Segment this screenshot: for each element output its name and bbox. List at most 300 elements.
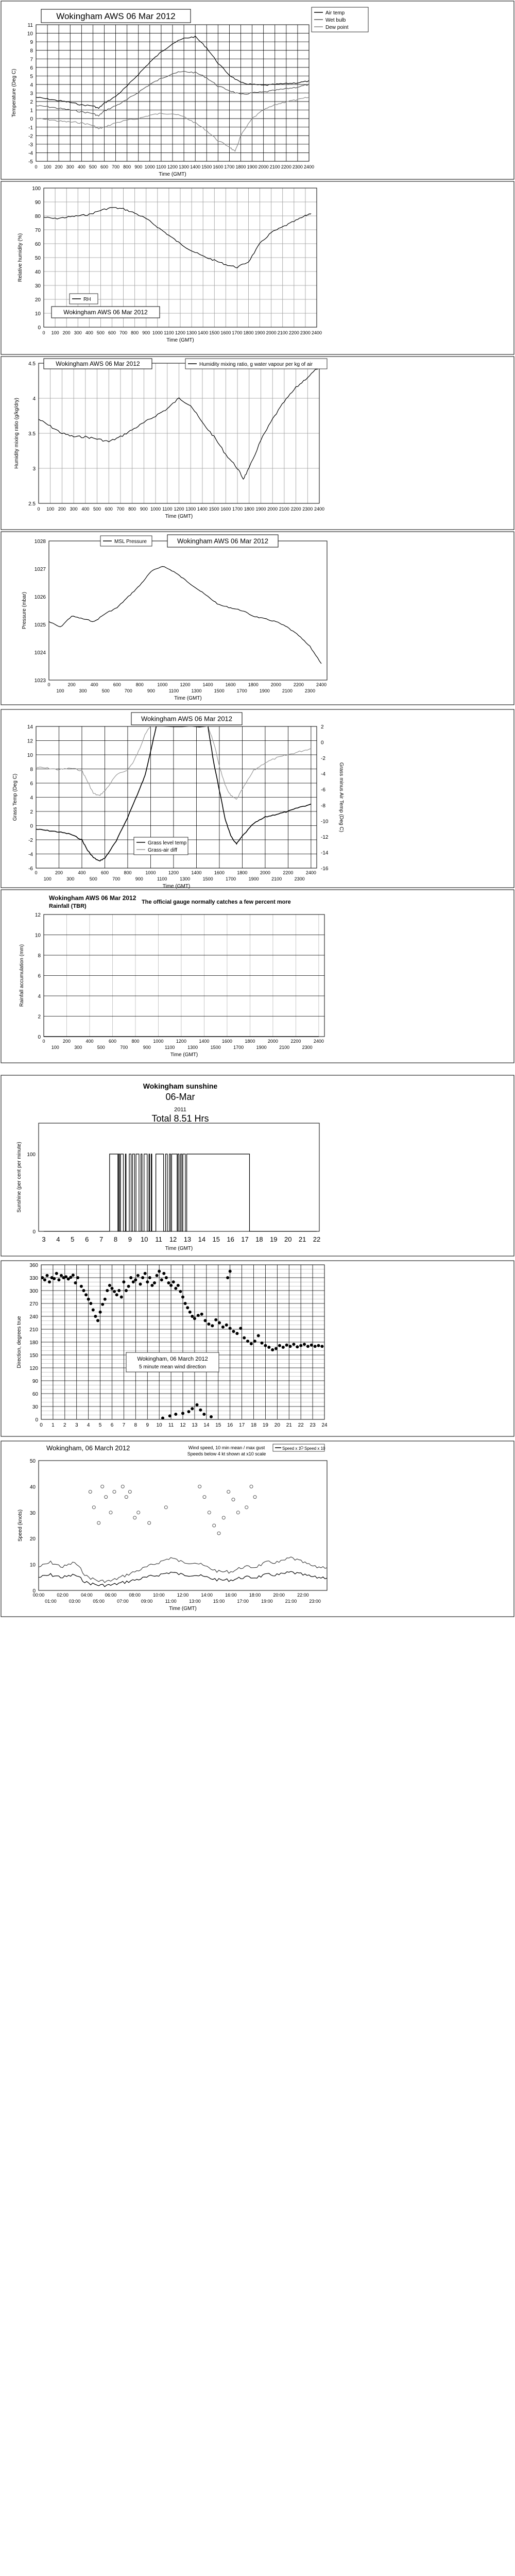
x-tick-label: 1300: [179, 164, 190, 170]
y-tick-label: 2: [321, 724, 324, 730]
x-tick-label: 10:00: [153, 1592, 165, 1598]
x-tick-label: 03:00: [68, 1599, 81, 1604]
y-tick-label: 360: [29, 1263, 38, 1268]
direction-point: [48, 1280, 51, 1283]
x-tick-label: 2000: [266, 330, 277, 335]
y-tick-label: 4: [30, 82, 33, 88]
x-tick-label: 15:00: [213, 1599, 225, 1604]
direction-point: [141, 1276, 144, 1279]
y-tick-label: 30: [32, 1404, 38, 1410]
y-tick-label: -12: [321, 834, 329, 840]
y-tick-label: -4: [28, 852, 33, 858]
x-tick-label: 300: [70, 506, 78, 512]
chart-title: Wokingham AWS 06 Mar 2012: [56, 360, 140, 368]
x-tick-label: 2400: [316, 682, 327, 687]
x-tick-label: 2400: [313, 1039, 324, 1044]
y-tick-label: 14: [27, 724, 33, 730]
y-tick-label: 1025: [34, 622, 46, 628]
y-tick-label: 100: [32, 186, 41, 192]
y-tick-label: 1: [30, 108, 33, 114]
y-tick-label: 9: [30, 40, 33, 46]
direction-point: [218, 1321, 221, 1325]
y-tick-label: 8: [38, 953, 41, 959]
x-tick-label: 700: [112, 876, 121, 882]
y-tick-label: 30: [35, 283, 41, 289]
y-tick-label: -2: [28, 838, 33, 843]
direction-point: [197, 1314, 200, 1317]
x-tick-label: 23:00: [309, 1599, 321, 1604]
grass-temperature-chart: [0, 708, 515, 889]
x-tick-label: 2300: [302, 506, 313, 512]
x-tick-label: 200: [62, 1039, 71, 1044]
y-axis-label: Rainfall accumulation (mm): [19, 944, 25, 1007]
x-tick-label: 10: [141, 1235, 148, 1243]
x-tick-label: 1000: [145, 870, 156, 875]
y-tick-label: 8: [30, 767, 33, 773]
direction-point: [207, 1323, 210, 1326]
direction-point: [101, 1303, 104, 1306]
direction-point: [226, 1276, 229, 1279]
y-tick-label: 2.5: [28, 501, 36, 507]
x-tick-label: 600: [105, 506, 113, 512]
x-tick-label: 23: [310, 1422, 316, 1428]
x-tick-label: 1000: [152, 330, 163, 335]
x-tick-label: 200: [62, 330, 71, 335]
air-temperature-chart-panel: [0, 0, 515, 180]
x-tick-label: 1600: [220, 330, 231, 335]
direction-point: [310, 1344, 313, 1347]
y-tick-label: 5: [30, 74, 33, 80]
x-tick-label: 1400: [191, 870, 202, 875]
relative-humidity-chart-panel: [0, 180, 515, 355]
panel-frame: [1, 1075, 514, 1256]
y-tick-label: 90: [32, 1379, 38, 1384]
chart-year: 2011: [174, 1107, 186, 1113]
direction-point: [80, 1285, 83, 1288]
y-tick-label: 2: [38, 1014, 41, 1020]
x-axis-label: Time (GMT): [170, 1052, 198, 1058]
direction-point: [188, 1311, 192, 1314]
x-tick-label: 1900: [255, 506, 266, 512]
x-tick-label: 1300: [187, 1045, 198, 1050]
x-tick-label: 1000: [144, 164, 155, 170]
x-axis-label: Time (GMT): [174, 696, 202, 701]
y-tick-label: 7: [30, 57, 33, 63]
y-tick-label: 8: [30, 48, 33, 54]
direction-point: [278, 1344, 281, 1347]
x-tick-label: 1100: [157, 876, 167, 882]
x-axis-label: Time (GMT): [165, 514, 193, 519]
x-tick-label: 4: [56, 1235, 60, 1243]
x-tick-label: 100: [51, 330, 59, 335]
x-tick-label: 700: [124, 688, 132, 693]
x-tick-label: 1600: [220, 506, 231, 512]
x-tick-label: 2300: [304, 688, 315, 693]
x-tick-label: 1900: [247, 164, 258, 170]
x-tick-label: 400: [78, 870, 86, 875]
y-tick-label: 150: [29, 1353, 38, 1359]
direction-point: [274, 1347, 278, 1350]
x-axis-label: Time (GMT): [159, 172, 186, 177]
direction-point: [72, 1274, 75, 1277]
x-tick-label: 800: [124, 870, 132, 875]
x-tick-label: 200: [55, 870, 63, 875]
direction-point: [243, 1336, 246, 1340]
direction-point: [41, 1276, 44, 1279]
legend-label: Grass-air diff: [148, 848, 178, 853]
direction-point: [261, 1342, 264, 1345]
x-tick-label: 06:00: [105, 1592, 117, 1598]
direction-point: [299, 1344, 302, 1347]
x-tick-label: 1000: [157, 682, 168, 687]
direction-point: [174, 1287, 177, 1290]
y-tick-label: 10: [29, 1562, 36, 1568]
chart-subtitle: Rainfall (TBR): [49, 903, 87, 909]
x-tick-label: 1400: [202, 682, 213, 687]
chart-title: Wokingham AWS 06 Mar 2012: [56, 11, 176, 21]
y-tick-label: 10: [35, 311, 41, 317]
x-tick-label: 18: [250, 1422, 257, 1428]
direction-point: [202, 1413, 205, 1416]
x-tick-label: 1600: [213, 164, 224, 170]
legend-label: Speed x 10: [304, 1446, 325, 1451]
direction-point: [172, 1280, 175, 1283]
direction-point: [76, 1276, 79, 1279]
chart-annotation: The official gauge normally catches a few percent more: [142, 899, 291, 905]
y-axis-label: Temperature (Deg C): [11, 69, 17, 117]
y-tick-label: 1024: [34, 650, 46, 656]
y-tick-label: 60: [35, 242, 41, 247]
x-tick-label: 2000: [267, 1039, 278, 1044]
x-tick-label: 1400: [198, 330, 209, 335]
x-axis-label: Time (GMT): [165, 1246, 193, 1251]
x-tick-label: 200: [67, 682, 76, 687]
wind-speed-chart: [0, 1440, 515, 1618]
chart-title: Wokingham AWS 06 Mar 2012: [177, 537, 269, 545]
y-tick-label: 300: [29, 1289, 38, 1294]
x-tick-label: 100: [46, 506, 55, 512]
x-tick-label: 0: [35, 164, 38, 170]
x-tick-label: 11:00: [165, 1599, 177, 1604]
y-tick-label: 10: [35, 933, 41, 939]
y-tick-label: -3: [28, 142, 33, 148]
x-tick-label: 1300: [191, 688, 202, 693]
direction-point: [239, 1327, 242, 1330]
x-tick-label: 600: [108, 330, 116, 335]
x-tick-label: 2300: [294, 876, 305, 882]
x-tick-label: 9: [146, 1422, 149, 1428]
direction-point: [253, 1340, 256, 1343]
direction-point: [200, 1313, 203, 1316]
x-tick-label: 5: [98, 1422, 102, 1428]
x-tick-label: 12:00: [177, 1592, 189, 1598]
direction-point: [214, 1318, 217, 1321]
x-tick-label: 1800: [245, 1039, 255, 1044]
direction-point: [125, 1289, 128, 1292]
direction-point: [106, 1289, 109, 1292]
y-axis-label: Direction, degrees true: [16, 1316, 22, 1368]
x-tick-label: 2100: [277, 330, 288, 335]
x-tick-label: 1700: [226, 876, 236, 882]
y-tick-label: 6: [30, 781, 33, 787]
legend-label: Humidity mixing ratio, g water vapour per kg of air: [199, 362, 313, 367]
y-tick-label: 6: [38, 973, 41, 979]
grass-temperature-chart-panel: [0, 708, 515, 889]
x-tick-label: 11: [168, 1422, 174, 1428]
x-tick-label: 2300: [292, 164, 303, 170]
x-tick-label: 10: [156, 1422, 162, 1428]
x-tick-label: 800: [131, 1039, 140, 1044]
chart-title: Wokingham sunshine: [143, 1082, 218, 1090]
x-tick-label: 400: [85, 330, 93, 335]
x-tick-label: 2200: [290, 1039, 301, 1044]
x-tick-label: 300: [66, 164, 74, 170]
direction-point: [191, 1407, 194, 1410]
x-tick-label: 2200: [283, 870, 294, 875]
x-tick-label: 0: [35, 870, 38, 875]
direction-point: [306, 1345, 310, 1348]
x-tick-label: 01:00: [45, 1599, 57, 1604]
y-axis-label: Speed (knots): [18, 1509, 23, 1542]
direction-point: [204, 1319, 207, 1322]
x-tick-label: 1800: [248, 682, 259, 687]
x-tick-label: 21:00: [285, 1599, 297, 1604]
direction-point: [53, 1277, 56, 1280]
direction-point: [186, 1306, 189, 1309]
x-tick-label: 2000: [267, 506, 278, 512]
x-tick-label: 100: [43, 876, 52, 882]
x-tick-label: 2200: [288, 330, 299, 335]
direction-point: [187, 1410, 191, 1413]
x-tick-label: 1700: [233, 1045, 244, 1050]
direction-point: [43, 1278, 46, 1281]
x-tick-label: 1600: [221, 1039, 232, 1044]
y-tick-label: -6: [321, 787, 325, 793]
y-tick-label: -2: [321, 756, 325, 762]
x-tick-label: 1500: [214, 688, 225, 693]
legend-label: Air temp: [325, 10, 345, 16]
x-tick-label: 700: [112, 164, 120, 170]
x-tick-label: 400: [90, 682, 98, 687]
x-tick-label: 600: [100, 870, 109, 875]
chart-subtitle: 5 minute mean wind direction: [139, 1364, 207, 1370]
y-tick-label: -1: [28, 125, 33, 131]
wind-direction-chart-panel: [0, 1260, 515, 1437]
x-tick-label: 2200: [290, 506, 301, 512]
direction-point: [87, 1298, 90, 1301]
y-tick-label: 80: [35, 214, 41, 219]
x-tick-label: 1100: [162, 506, 173, 512]
x-tick-label: 600: [108, 1039, 116, 1044]
y-tick-label: 0: [30, 823, 33, 829]
x-tick-label: 18:00: [249, 1592, 261, 1598]
x-tick-label: 800: [135, 682, 144, 687]
y-tick-label: 11: [27, 23, 33, 28]
x-tick-label: 100: [56, 688, 64, 693]
x-tick-label: 2100: [269, 164, 280, 170]
chart-subtitle: Wind speed, 10 min mean / max gust: [188, 1445, 265, 1450]
direction-point: [104, 1298, 107, 1301]
rainfall-chart: [0, 889, 515, 1064]
x-axis-label: Time (GMT): [166, 337, 194, 343]
y-tick-label: 1027: [34, 567, 46, 572]
direction-point: [167, 1281, 170, 1284]
direction-point: [46, 1274, 49, 1277]
direction-point: [111, 1287, 114, 1290]
direction-point: [158, 1270, 161, 1273]
direction-point: [94, 1315, 97, 1318]
direction-point: [169, 1284, 173, 1287]
direction-point: [282, 1346, 285, 1349]
x-tick-label: 2100: [279, 1045, 290, 1050]
x-tick-label: 0: [47, 682, 50, 687]
y-axis-label: Humidity mixing ratio (g/kg/dry): [14, 398, 20, 469]
direction-point: [257, 1334, 260, 1337]
x-tick-label: 1500: [209, 506, 219, 512]
x-tick-label: 8: [113, 1235, 118, 1243]
x-tick-label: 1200: [167, 164, 178, 170]
x-tick-label: 18: [255, 1235, 263, 1243]
x-tick-label: 08:00: [129, 1592, 141, 1598]
x-axis-label: Time (GMT): [162, 884, 191, 889]
direction-point: [161, 1417, 164, 1420]
x-tick-label: 1900: [254, 330, 265, 335]
x-tick-label: 300: [66, 876, 75, 882]
y-tick-label: 0: [38, 1035, 41, 1040]
direction-point: [181, 1412, 184, 1415]
x-tick-label: 1100: [164, 330, 174, 335]
x-tick-label: 2100: [279, 506, 289, 512]
chart-title: Wokingham, 06 March 2012: [46, 1444, 130, 1452]
y-axis-label: Sunshine (per cent per minute): [16, 1142, 22, 1213]
x-tick-label: 900: [135, 876, 143, 882]
x-tick-label: 20: [284, 1235, 292, 1243]
x-tick-label: 1600: [214, 870, 225, 875]
x-tick-label: 1800: [235, 164, 246, 170]
x-tick-label: 1100: [156, 164, 166, 170]
x-tick-label: 2400: [314, 506, 325, 512]
pressure-chart: [0, 531, 515, 706]
x-tick-label: 1900: [256, 1045, 267, 1050]
direction-point: [57, 1278, 60, 1281]
direction-point: [191, 1315, 194, 1318]
direction-point: [264, 1344, 267, 1347]
x-tick-label: 2400: [311, 330, 322, 335]
y-tick-label: 4: [32, 396, 36, 402]
x-tick-label: 1400: [199, 1039, 210, 1044]
direction-point: [113, 1290, 116, 1293]
direction-point: [146, 1280, 149, 1283]
direction-point: [229, 1270, 232, 1273]
x-tick-label: 1200: [176, 1039, 186, 1044]
direction-point: [160, 1278, 163, 1281]
x-tick-label: 16: [227, 1235, 234, 1243]
x-tick-label: 12: [180, 1422, 186, 1428]
direction-point: [225, 1324, 228, 1327]
x-tick-label: 1700: [224, 164, 235, 170]
x-tick-label: 500: [101, 688, 110, 693]
x-tick-label: 1800: [243, 330, 254, 335]
x-tick-label: 200: [55, 164, 63, 170]
x-tick-label: 1300: [185, 506, 196, 512]
x-tick-label: 1200: [180, 682, 191, 687]
x-tick-label: 7: [99, 1235, 104, 1243]
y-tick-label: -4: [28, 150, 33, 157]
x-tick-label: 300: [74, 1045, 82, 1050]
x-tick-label: 19: [270, 1235, 278, 1243]
y-axis-label: Grass Temp (Deg C): [12, 773, 18, 821]
y-tick-label: 10: [27, 753, 33, 758]
direction-point: [165, 1276, 168, 1279]
direction-point: [162, 1272, 165, 1275]
direction-point: [144, 1272, 147, 1275]
x-tick-label: 900: [134, 164, 143, 170]
y-tick-label: 270: [29, 1301, 38, 1307]
y-tick-label: 3: [32, 466, 36, 472]
x-tick-label: 900: [142, 330, 150, 335]
x-tick-label: 1600: [225, 682, 236, 687]
x-tick-label: 2000: [258, 164, 269, 170]
direction-point: [168, 1414, 171, 1417]
y-tick-label: 1028: [34, 539, 46, 545]
y-tick-label: 330: [29, 1276, 38, 1281]
x-tick-label: 1400: [190, 164, 201, 170]
x-tick-label: 13: [192, 1422, 198, 1428]
direction-point: [267, 1346, 270, 1349]
y-tick-label: 50: [29, 1459, 36, 1464]
direction-point: [235, 1332, 238, 1335]
legend-label: Grass level temp: [148, 840, 187, 846]
direction-point: [174, 1413, 177, 1416]
x-tick-label: 2300: [302, 1045, 313, 1050]
y-tick-label: -8: [321, 803, 325, 809]
direction-point: [84, 1293, 88, 1296]
y-tick-label: 4: [38, 994, 41, 999]
x-tick-label: 04:00: [81, 1592, 93, 1598]
x-tick-label: 1700: [232, 506, 243, 512]
direction-point: [134, 1278, 137, 1281]
x-tick-label: 500: [89, 876, 97, 882]
y-tick-label: 10: [27, 31, 33, 37]
chart-title: Wokingham AWS 06 Mar 2012: [63, 309, 148, 316]
chart-note: Speeds below 4 kt shown at x10 scale: [187, 1451, 266, 1456]
x-tick-label: 500: [96, 330, 105, 335]
direction-point: [129, 1276, 132, 1279]
x-tick-label: 1500: [202, 876, 213, 882]
y-axis-label: Relative humidity (%): [18, 233, 23, 282]
x-tick-label: 500: [97, 1045, 105, 1050]
direction-point: [292, 1343, 295, 1346]
rainfall-chart-panel: [0, 889, 515, 1064]
y-tick-label: -16: [321, 866, 329, 872]
x-tick-label: 7: [122, 1422, 126, 1428]
x-tick-label: 1500: [201, 164, 212, 170]
x-tick-label: 1900: [248, 876, 259, 882]
x-tick-label: 1: [52, 1422, 55, 1428]
x-axis-label: Time (GMT): [169, 1606, 197, 1612]
direction-point: [285, 1344, 288, 1347]
x-tick-label: 15: [212, 1235, 220, 1243]
x-tick-label: 3: [75, 1422, 78, 1428]
x-tick-label: 00:00: [32, 1592, 45, 1598]
y-tick-label: 6: [30, 65, 33, 71]
x-tick-label: 0: [42, 1039, 45, 1044]
chart-subtitle: 06-Mar: [165, 1092, 195, 1102]
y-tick-label: 60: [32, 1392, 38, 1397]
x-tick-label: 1100: [168, 688, 179, 693]
x-tick-label: 400: [77, 164, 85, 170]
x-tick-label: 900: [140, 506, 148, 512]
